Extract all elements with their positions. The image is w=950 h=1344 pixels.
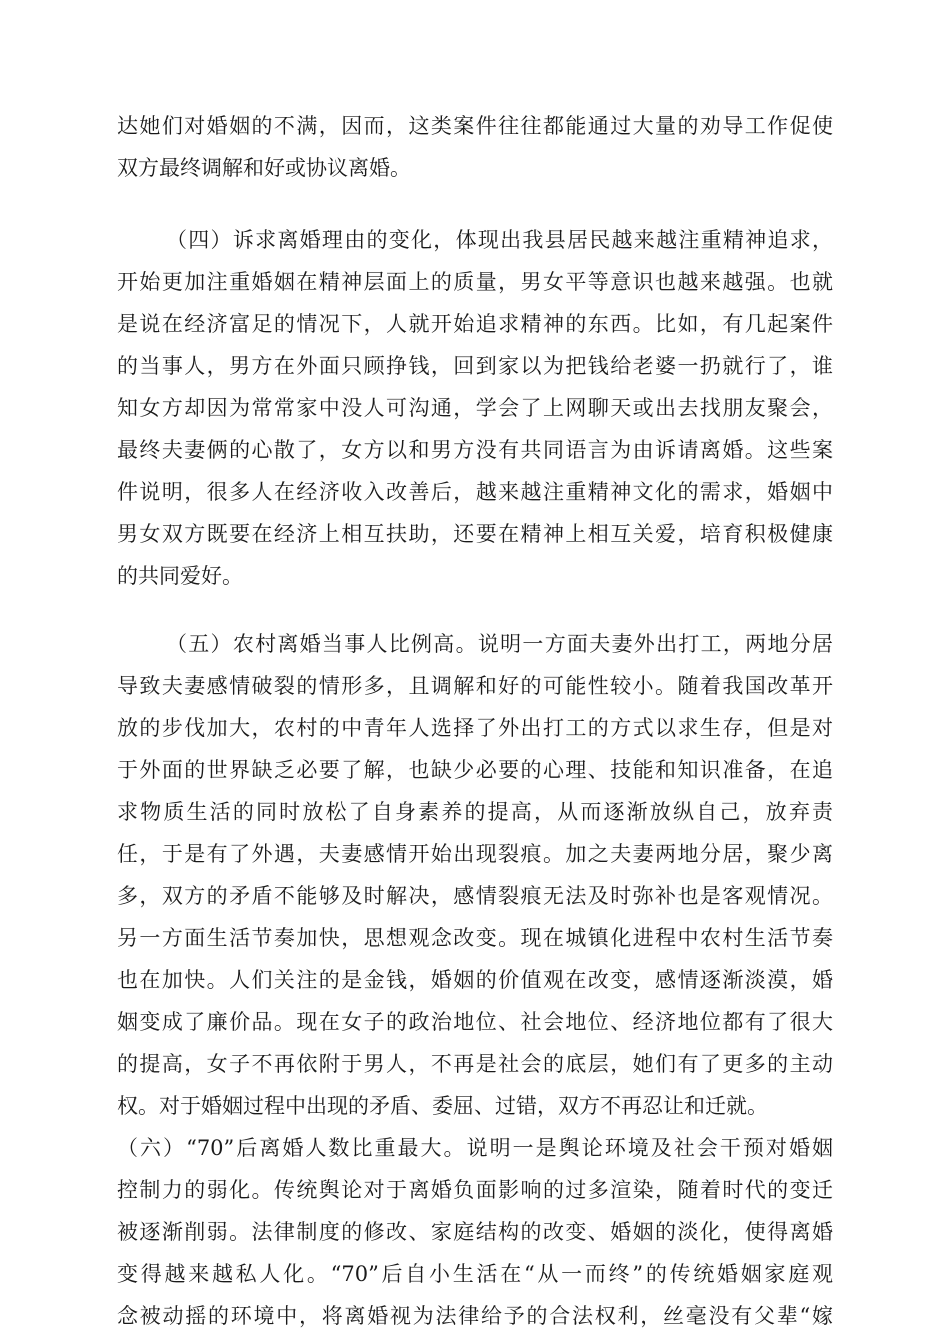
text-line: 多，双方的矛盾不能够及时解决，感情裂痕无法及时弥补也是客观情况。 <box>117 884 833 908</box>
text-line: 最终夫妻俩的心散了，女方以和男方没有共同语言为由诉请离婚。这些案 <box>117 438 833 462</box>
text-line: 也在加快。人们关注的是金钱，婚姻的价值观在改变，感情逐渐淡漠，婚 <box>117 968 833 992</box>
text-line: 知女方却因为常常家中没人可沟通，学会了上网聊天或出去找朋友聚会， <box>117 396 833 420</box>
text-line: 任，于是有了外遇，夫妻感情开始出现裂痕。加之夫妻两地分居，聚少离 <box>117 842 833 866</box>
text-line: 男女双方既要在经济上相互扶助，还要在精神上相互关爱，培育积极健康 <box>117 522 833 546</box>
text-line: 变得越来越私人化。“70”后自小生活在“从一而终”的传统婚姻家庭观 <box>117 1262 833 1286</box>
text-line: 双方最终调解和好或协议离婚。 <box>117 156 411 180</box>
text-line: 达她们对婚姻的不满，因而，这类案件往往都能通过大量的劝导工作促使 <box>117 114 833 138</box>
text-line: （四）诉求离婚理由的变化，体现出我县居民越来越注重精神追求， <box>166 228 833 252</box>
text-line: 的共同爱好。 <box>117 564 243 588</box>
text-line: （六）“70”后离婚人数比重最大。说明一是舆论环境及社会干预对婚姻 <box>117 1136 833 1160</box>
text-line: 姻变成了廉价品。现在女子的政治地位、社会地位、经济地位都有了很大 <box>117 1010 833 1034</box>
text-line: 是说在经济富足的情况下，人就开始追求精神的东西。比如，有几起案件 <box>117 312 833 336</box>
text-line: 开始更加注重婚姻在精神层面上的质量，男女平等意识也越来越强。也就 <box>117 270 833 294</box>
text-line: 求物质生活的同时放松了自身素养的提高，从而逐渐放纵自己，放弃责 <box>117 800 833 824</box>
text-line: 于外面的世界缺乏必要了解，也缺少必要的心理、技能和知识准备，在追 <box>117 758 833 782</box>
text-line: 权。对于婚姻过程中出现的矛盾、委屈、过错，双方不再忍让和迁就。 <box>117 1094 768 1118</box>
text-line: 被逐渐削弱。法律制度的修改、家庭结构的改变、婚姻的淡化，使得离婚 <box>117 1220 833 1244</box>
text-line: 件说明，很多人在经济收入改善后，越来越注重精神文化的需求，婚姻中 <box>117 480 833 504</box>
text-line: 另一方面生活节奏加快，思想观念改变。现在城镇化进程中农村生活节奏 <box>117 926 833 950</box>
text-line: 控制力的弱化。传统舆论对于离婚负面影响的过多渲染，随着时代的变迁 <box>117 1178 833 1202</box>
text-line: 的提高，女子不再依附于男人，不再是社会的底层，她们有了更多的主动 <box>117 1052 833 1076</box>
text-line: 念被动摇的环境中，将离婚视为法律给予的合法权利，丝毫没有父辈“嫁 <box>117 1304 833 1328</box>
text-line: 放的步伐加大，农村的中青年人选择了外出打工的方式以求生存，但是对 <box>117 716 833 740</box>
text-line: 的当事人，男方在外面只顾挣钱，回到家以为把钱给老婆一扔就行了，谁 <box>117 354 833 378</box>
text-line: （五）农村离婚当事人比例高。说明一方面夫妻外出打工，两地分居 <box>166 632 833 656</box>
text-line: 导致夫妻感情破裂的情形多，且调解和好的可能性较小。随着我国改革开 <box>117 674 833 698</box>
